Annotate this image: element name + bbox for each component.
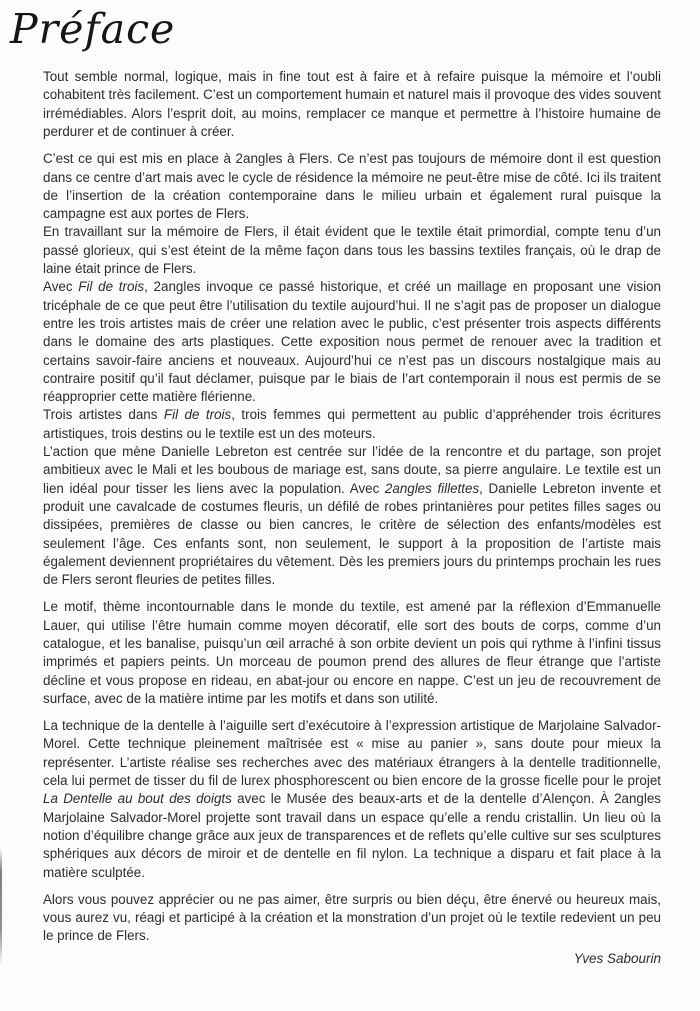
italic-text-segment: La Dentelle au bout des doigts	[43, 791, 232, 807]
text-segment: , Danielle Lebreton invente et produit une cavalcade de costumes fleuris, un défilé de robes printanières pour petites filles sages ou dissipées, premières de classe ou bien cancres, le critère de sélection des enfants/modèles est seulement l’âge. Ces enfants sont, non seulement, le support à la proposition de l’artiste mais également deviennent propriétaires du vêtement. Dès les premiers jours du printemps prochain les rues de Flers seront fleuries de petites filles.	[43, 480, 661, 588]
text-segment: L’action que mène Danielle Lebreton est centrée sur l’idée de la rencontre et du partage, son projet ambitieux avec le Mali et les boubous de mariage est, sans doute, sa pierre angulaire. Le textile est un lien idéal pour tisser les liens avec la population. Avec	[43, 444, 661, 496]
text-segment: , trois femmes qui permettent au public d’appréhender trois écritures artistiques, trois destins ou le textile est un des moteurs.	[43, 407, 661, 441]
paragraph	[43, 278, 661, 406]
paragraph	[43, 150, 661, 223]
signature-author: Yves Sabourin	[573, 950, 661, 966]
paragraph	[43, 891, 661, 946]
text-segment: , 2angles invoque ce passé historique, et créé un maillage en proposant une vision tricéphale de ce que peut être l’utilisation du textile aujourd’hui. Il ne s’agit pas de proposer un dialogue entre les trois artistes mais de créer une relation avec le public, c’est présenter trois aspects différents dans le domaine des arts plastiques. Cette exposition nous permet de renouer avec la tradition et certains savoir-faire anciens et nouveaux. Aujourd’hui ce n’est pas un discours nostalgique mais au contraire positif qu’il faut déclamer, puisque par le biais de l’art contemporain il nous est permis de se réapproprier cette matière flérienne.	[43, 279, 661, 405]
paragraph	[43, 598, 661, 708]
paragraph	[43, 68, 661, 141]
italic-text-segment: Fil de trois	[78, 279, 145, 295]
text-segment: Trois artistes dans	[43, 407, 164, 423]
text-segment: C’est ce qui est mis en place à 2angles à Flers. Ce n’est pas toujours de mémoire dont il est question dans ce centre d’art mais avec le cycle de résidence la mémoire ne peut-être mise de côté. Ici ils traitent de l’insertion de la création contemporaine dans le milieu urbain et également rural puisque la campagne est aux portes de Flers.	[43, 151, 661, 222]
page-title: Préface	[10, 5, 176, 53]
scan-edge-artifact	[0, 848, 2, 966]
italic-text-segment: Fil de trois	[163, 407, 232, 423]
text-segment: En travaillant sur la mémoire de Flers, il était évident que le textile était primordial, compte tenu d’un passé glorieux, qui s’est éteint de la même façon dans tous les bassins textiles français, où le drap de laine était prince de Flers.	[43, 224, 661, 277]
paragraph	[43, 223, 661, 278]
text-segment: Le motif, thème incontournable dans le monde du textile, est amené par la réflexion d’Emmanuelle Lauer, qui utilise l’être humain comme moyen décoratif, elle sort des bouts de corps, comme d’un catalogue, et les banalise, puisqu’un œil arraché à son orbite devient un pois qui rythme à l’infini tissus imprimés et papiers peints. Un morceau de poumon prend des allures de fleur étrange que l’artiste décline et vous propose en rideau, en abat-jour ou encore en nappe. C’est un jeu de recouvrement de surface, avec de la matière intime par les motifs et dans son utilité.	[43, 599, 661, 706]
text-segment: La technique de la dentelle à l’aiguille sert d’exécutoire à l’expression artistique de Marjolaine Salvador-Morel. Cette technique pleinement maîtrisée est « mise au panier », sans doute pour mieux la représenter. L’artiste réalise ses recherches avec des matériaux étrangers à la dentelle traditionnelle, cela lui permet de tisser du fil de lurex phosphorescent ou bien encore de la grosse ficelle pour le projet	[43, 718, 661, 789]
text-segment: Avec	[43, 279, 79, 295]
paragraph	[43, 406, 661, 443]
text-segment: Alors vous pouvez apprécier ou ne pas aimer, être surpris ou bien déçu, être énervé ou heureux mais, vous aurez vu, réagi et participé à la création et la monstration d’un projet où le textile redevient un peu le prince de Flers.	[43, 891, 661, 944]
text-segment: Tout semble normal, logique, mais in fine tout est à faire et à refaire puisque la mémoire et l’oubli cohabitent très facilement. C’est un comportement humain et naturel mais il provoque des vides souvent irrémédiables. Alors l’esprit doit, au moins, remplacer ce manque et permettre à l’histoire humaine de perdurer et de continuer à créer.	[43, 69, 661, 139]
text-segment: avec le Musée des beaux-arts et de la dentelle d’Alençon. À 2angles Marjolaine Salvador-Morel projette sont travail dans un espace qu’elle a rendu cristallin. Un lieu où la notion d’équilibre change grâce aux jeux de transparences et de reflets qu’elle cultive sur ses sculptures sphériques aux décors de miroir et de dentelle en fil nylon. La technique a disparu et fait place à la matière sculptée.	[43, 791, 661, 880]
paragraph	[43, 717, 661, 882]
italic-text-segment: 2angles fillettes	[384, 480, 480, 496]
preface-body	[43, 68, 661, 946]
paragraph	[43, 443, 661, 589]
